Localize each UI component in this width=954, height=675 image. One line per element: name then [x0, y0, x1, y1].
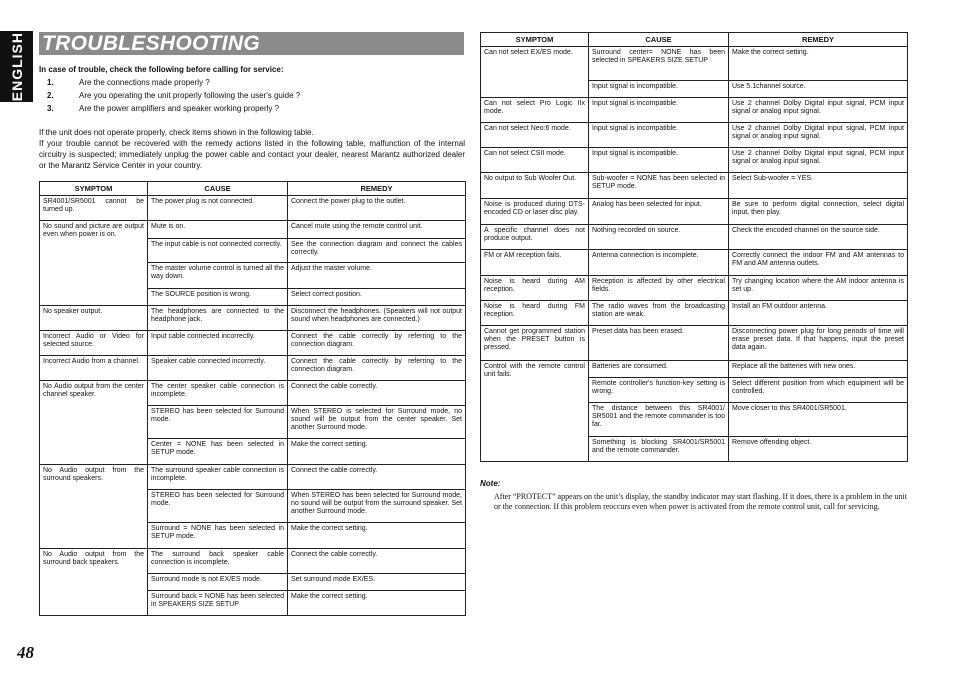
table-row — [481, 250, 908, 276]
remedy-cell: Use 2 channel Dolby Digital input signal, PCM input signal or analog input signal. — [729, 123, 908, 148]
cause-cell: Analog has been selected for input. — [589, 199, 729, 225]
table-body — [481, 47, 908, 462]
symptom-cell: No Audio output from the surround speakers. — [40, 465, 148, 549]
cause-header: CAUSE — [589, 33, 729, 47]
title-bar — [39, 32, 464, 55]
language-tab-label: ENGLISH — [8, 31, 25, 102]
remedy-header: REMEDY — [288, 182, 466, 196]
table-row — [481, 47, 908, 81]
symptom-cell: Can not select EX/ES mode. — [481, 47, 589, 98]
checklist-item — [39, 89, 465, 102]
symptom-cell: Control with the remote control unit fails. — [481, 361, 589, 462]
remedy-cell: Make the correct setting. — [729, 47, 908, 81]
note-label: Note: — [480, 479, 501, 488]
cause-cell: Preset data has been erased. — [589, 326, 729, 361]
table-row — [481, 199, 908, 225]
symptom-cell: No Audio output from the center channel speaker. — [40, 381, 148, 465]
cause-cell: Input signal is incompatible. — [589, 98, 729, 123]
remedy-cell: Set surround mode EX/ES. — [288, 574, 466, 591]
language-tab — [0, 31, 33, 102]
cause-cell: Surround back = NONE has been selected in SPEAKERS SIZE SETUP — [148, 591, 288, 616]
symptom-cell: Incorrect Audio from a channel. — [40, 356, 148, 381]
cause-cell: STEREO has been selected for Surround mode. — [148, 406, 288, 439]
table-row — [481, 148, 908, 173]
symptom-cell: No Audio output from the surround back speakers. — [40, 549, 148, 616]
troubleshooting-table-left — [39, 181, 466, 616]
cause-cell: Input cable connected incorrectly. — [148, 331, 288, 356]
cause-cell: Center = NONE has been selected in SETUP mode. — [148, 439, 288, 465]
remedy-cell: Correctly connect the indoor FM and AM antennas to FM and AM antenna outlets. — [729, 250, 908, 276]
table-row — [40, 221, 466, 239]
cause-cell: Input signal is incompatible. — [589, 123, 729, 148]
remedy-cell: Install an FM outdoor antenna. — [729, 301, 908, 326]
remedy-cell: Connect the cable correctly. — [288, 549, 466, 574]
cause-cell: The surround speaker cable connection is incomplete. — [148, 465, 288, 490]
table-row — [481, 326, 908, 361]
symptom-cell: Noise is heard during FM reception. — [481, 301, 589, 326]
symptom-header: SYMPTOM — [40, 182, 148, 196]
remedy-cell: Connect the power plug to the outlet. — [288, 196, 466, 221]
checklist-num: 2. — [47, 91, 54, 100]
checklist-num: 1. — [47, 78, 54, 87]
checklist-text: Are the connections made properly ? — [79, 78, 210, 87]
cause-cell: Input signal is incompatible. — [589, 81, 729, 98]
remedy-cell: When STEREO is selected for Surround mode, no sound will be output from the center speaker. Set another Surround mode. — [288, 406, 466, 439]
note-text: After “PROTECT” appears on the unit’s display, the standby indicator may start flashing. If it does, there is a problem in the unit or the connection. If this problem reoccurs even when power is activated from the remote control unit, call for servicing. — [494, 492, 907, 511]
symptom-cell: No sound and picture are output even when power is on. — [40, 221, 148, 306]
table-row — [40, 331, 466, 356]
cause-cell: Nothing recorded on source. — [589, 225, 729, 250]
remedy-cell: Use 2 channel Dolby Digital input signal, PCM input signal or analog input signal. — [729, 148, 908, 173]
remedy-cell: Connect the cable correctly by referring to the connection diagram. — [288, 331, 466, 356]
checklist-text: Are the power amplifiers and speaker working properly ? — [79, 104, 280, 113]
cause-cell: Surround = NONE has been selected in SETUP mode. — [148, 523, 288, 549]
remedy-cell: Disconnecting power plug for long periods of time will erase preset data. If that happens, input the preset data again. — [729, 326, 908, 361]
table-row — [40, 306, 466, 331]
table-row — [40, 356, 466, 381]
remedy-cell: Disconnect the headphones. (Speakers will not output sound when headphones are connected.) — [288, 306, 466, 331]
table-row — [481, 361, 908, 378]
remedy-cell: Use 2 channel Dolby Digital input signal, PCM input signal or analog input signal. — [729, 98, 908, 123]
cause-cell: Something is blocking SR4001/SR5001 and the remote commander. — [589, 437, 729, 462]
cause-cell: The master volume control is turned all the way down. — [148, 263, 288, 289]
remedy-cell: Check the encoded channel on the source side. — [729, 225, 908, 250]
cause-cell: Remote controller's function-key setting is wrong. — [589, 378, 729, 403]
symptom-cell: A specific channel does not produce output. — [481, 225, 589, 250]
table-row — [40, 549, 466, 574]
symptom-header: SYMPTOM — [481, 33, 589, 47]
remedy-cell: See the connection diagram and connect the cables correctly. — [288, 239, 466, 263]
cause-cell: Antenna connection is incomplete. — [589, 250, 729, 276]
symptom-cell: Noise is heard during AM reception. — [481, 276, 589, 301]
symptom-cell: No speaker output. — [40, 306, 148, 331]
page-title: TROUBLESHOOTING — [42, 32, 260, 55]
table-row — [40, 465, 466, 490]
cause-cell: The SOURCE position is wrong. — [148, 289, 288, 306]
table-row — [481, 301, 908, 326]
symptom-cell: Can not select Neo:6 mode. — [481, 123, 589, 148]
remedy-cell: When STEREO has been selected for Surround mode, no sound will be output from the surround speaker. Set another Surround mode. — [288, 490, 466, 523]
remedy-header: REMEDY — [729, 33, 908, 47]
cause-cell: Speaker cable connected incorrectly. — [148, 356, 288, 381]
table-row — [481, 123, 908, 148]
table-row — [481, 173, 908, 199]
cause-cell: The center speaker cable connection is incomplete. — [148, 381, 288, 406]
table-header-row — [40, 182, 466, 196]
symptom-cell: No output to Sub Woofer Out. — [481, 173, 589, 199]
remedy-cell: Try changing location where the AM indoor antenna is set up. — [729, 276, 908, 301]
cause-cell: STEREO has been selected for Surround mode. — [148, 490, 288, 523]
remedy-cell: Select different position from which equipment will be controlled. — [729, 378, 908, 403]
remedy-cell: Select correct position. — [288, 289, 466, 306]
symptom-cell: Noise is produced during DTS-encoded CD or laser disc play. — [481, 199, 589, 225]
remedy-cell: Make the correct setting. — [288, 523, 466, 549]
remedy-cell: Use 5.1channel source. — [729, 81, 908, 98]
table-row — [40, 381, 466, 406]
symptom-cell: SR4001/SR5001 cannot be turned up. — [40, 196, 148, 221]
symptom-cell: Can not select Pro Logic IIx mode. — [481, 98, 589, 123]
remedy-cell: Cancel mute using the remote control unit. — [288, 221, 466, 239]
table-row — [481, 276, 908, 301]
paragraph-line: If the unit does not operate properly, check items shown in the following table. — [39, 128, 314, 137]
cause-cell: Batteries are consumed. — [589, 361, 729, 378]
table-row — [481, 98, 908, 123]
checklist-num: 3. — [47, 104, 54, 113]
symptom-cell: Incorrect Audio or Video for selected source. — [40, 331, 148, 356]
cause-cell: The headphones are connected to the headphone jack. — [148, 306, 288, 331]
cause-cell: The input cable is not connected correctly. — [148, 239, 288, 263]
cause-cell: The distance between this SR4001/ SR5001 and the remote commander is too far. — [589, 403, 729, 437]
remedy-cell: Connect the cable correctly. — [288, 465, 466, 490]
cause-cell: The power plug is not connected. — [148, 196, 288, 221]
remedy-cell: Adjust the master volume. — [288, 263, 466, 289]
remedy-cell: Connect the cable correctly. — [288, 381, 466, 406]
remedy-cell: Move closer to this SR4001/SR5001. — [729, 403, 908, 437]
checklist-text: Are you operating the unit properly following the user's guide ? — [79, 91, 301, 100]
cause-cell: Sub-woofer = NONE has been selected in SETUP mode. — [589, 173, 729, 199]
remedy-cell: Be sure to perform digital connection, select digital input, then play. — [729, 199, 908, 225]
remedy-cell: Make the correct setting. — [288, 591, 466, 616]
instructions-paragraph — [39, 127, 465, 171]
cause-header: CAUSE — [148, 182, 288, 196]
troubleshooting-table-right — [480, 32, 908, 462]
cause-cell: Mute is on. — [148, 221, 288, 239]
symptom-cell: Cannot get programmed station when the PRESET button is pressed. — [481, 326, 589, 361]
remedy-cell: Remove offending object. — [729, 437, 908, 462]
table-row — [481, 225, 908, 250]
remedy-cell: Make the correct setting. — [288, 439, 466, 465]
page-number: 48 — [17, 643, 34, 662]
table-header-row — [481, 33, 908, 47]
checklist-item — [39, 102, 465, 115]
cause-cell: Surround center= NONE has been selected in SPEAKERS SIZE SETUP — [589, 47, 729, 81]
intro-section — [39, 63, 465, 115]
cause-cell: The surround back speaker cable connection is incomplete. — [148, 549, 288, 574]
intro-lead: In case of trouble, check the following before calling for service: — [39, 65, 284, 74]
remedy-cell: Select Sub-woofer = YES. — [729, 173, 908, 199]
checklist-item — [39, 76, 465, 89]
cause-cell: Reception is affected by other electrical fields. — [589, 276, 729, 301]
remedy-cell: Replace all the batteries with new ones. — [729, 361, 908, 378]
remedy-cell: Connect the cable correctly by referring to the connection diagram. — [288, 356, 466, 381]
cause-cell: Input signal is incompatible. — [589, 148, 729, 173]
checklist — [39, 76, 465, 115]
cause-cell: Surround mode is not EX/ES mode. — [148, 574, 288, 591]
cause-cell: The radio waves from the broadcasting station are weak. — [589, 301, 729, 326]
table-body — [40, 196, 466, 616]
table-row — [40, 196, 466, 221]
symptom-cell: FM or AM reception fails. — [481, 250, 589, 276]
symptom-cell: Can not select CSII mode. — [481, 148, 589, 173]
paragraph-line: If your trouble cannot be recovered with the remedy actions listed in the following table, malfunction of the internal circuitry is suspected; immediately unplug the power cable and contact your dealer, nearest Marantz authorized dealer or the Marantz Service Center in your country. — [39, 139, 465, 170]
